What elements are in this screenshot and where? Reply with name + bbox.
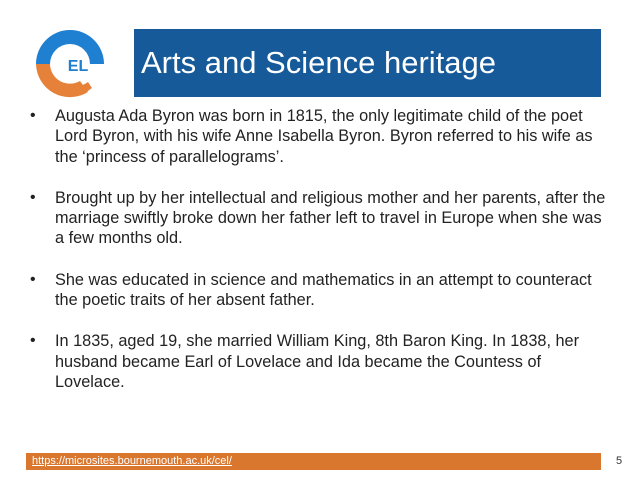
footer-bar <box>26 453 601 470</box>
cel-logo-text: EL <box>67 58 89 75</box>
bullet-marker: • <box>30 332 36 350</box>
bullet-marker: • <box>30 188 36 206</box>
slide-title: Arts and Science heritage <box>141 45 496 80</box>
bullet-marker: • <box>30 107 36 124</box>
bullet-item <box>30 270 610 311</box>
page-number: 5 <box>615 455 623 467</box>
bullet-text: Brought up by her intellectual and religious mother and her parents, after the marriage swiftly broke down her father left to travel in Europe when she was a few months old. <box>55 188 606 248</box>
bullet-item <box>30 106 610 167</box>
bullet-text: In 1835, aged 19, she married William King, 8th Baron King. In 1838, her husband became Earl of Lovelace and Ida became the Countess of Lovelace. <box>55 332 580 391</box>
cel-logo <box>28 26 112 102</box>
footer-url-link[interactable]: https://microsites.bournemouth.ac.uk/cel/ <box>32 455 232 467</box>
title-bar <box>134 29 601 97</box>
bullet-list <box>30 106 610 413</box>
bullet-marker: • <box>30 270 36 288</box>
bullet-text: Augusta Ada Byron was born in 1815, the only legitimate child of the poet Lord Byron, with his wife Anne Isabella Byron. Byron referred to his wife as the ‘princess of parallelograms’. <box>55 107 593 166</box>
bullet-item <box>30 188 610 249</box>
cel-logo-icon <box>28 26 112 102</box>
bullet-text: She was educated in science and mathematics in an attempt to counteract the poetic traits of her absent father. <box>55 270 592 310</box>
bullet-item <box>30 331 610 392</box>
